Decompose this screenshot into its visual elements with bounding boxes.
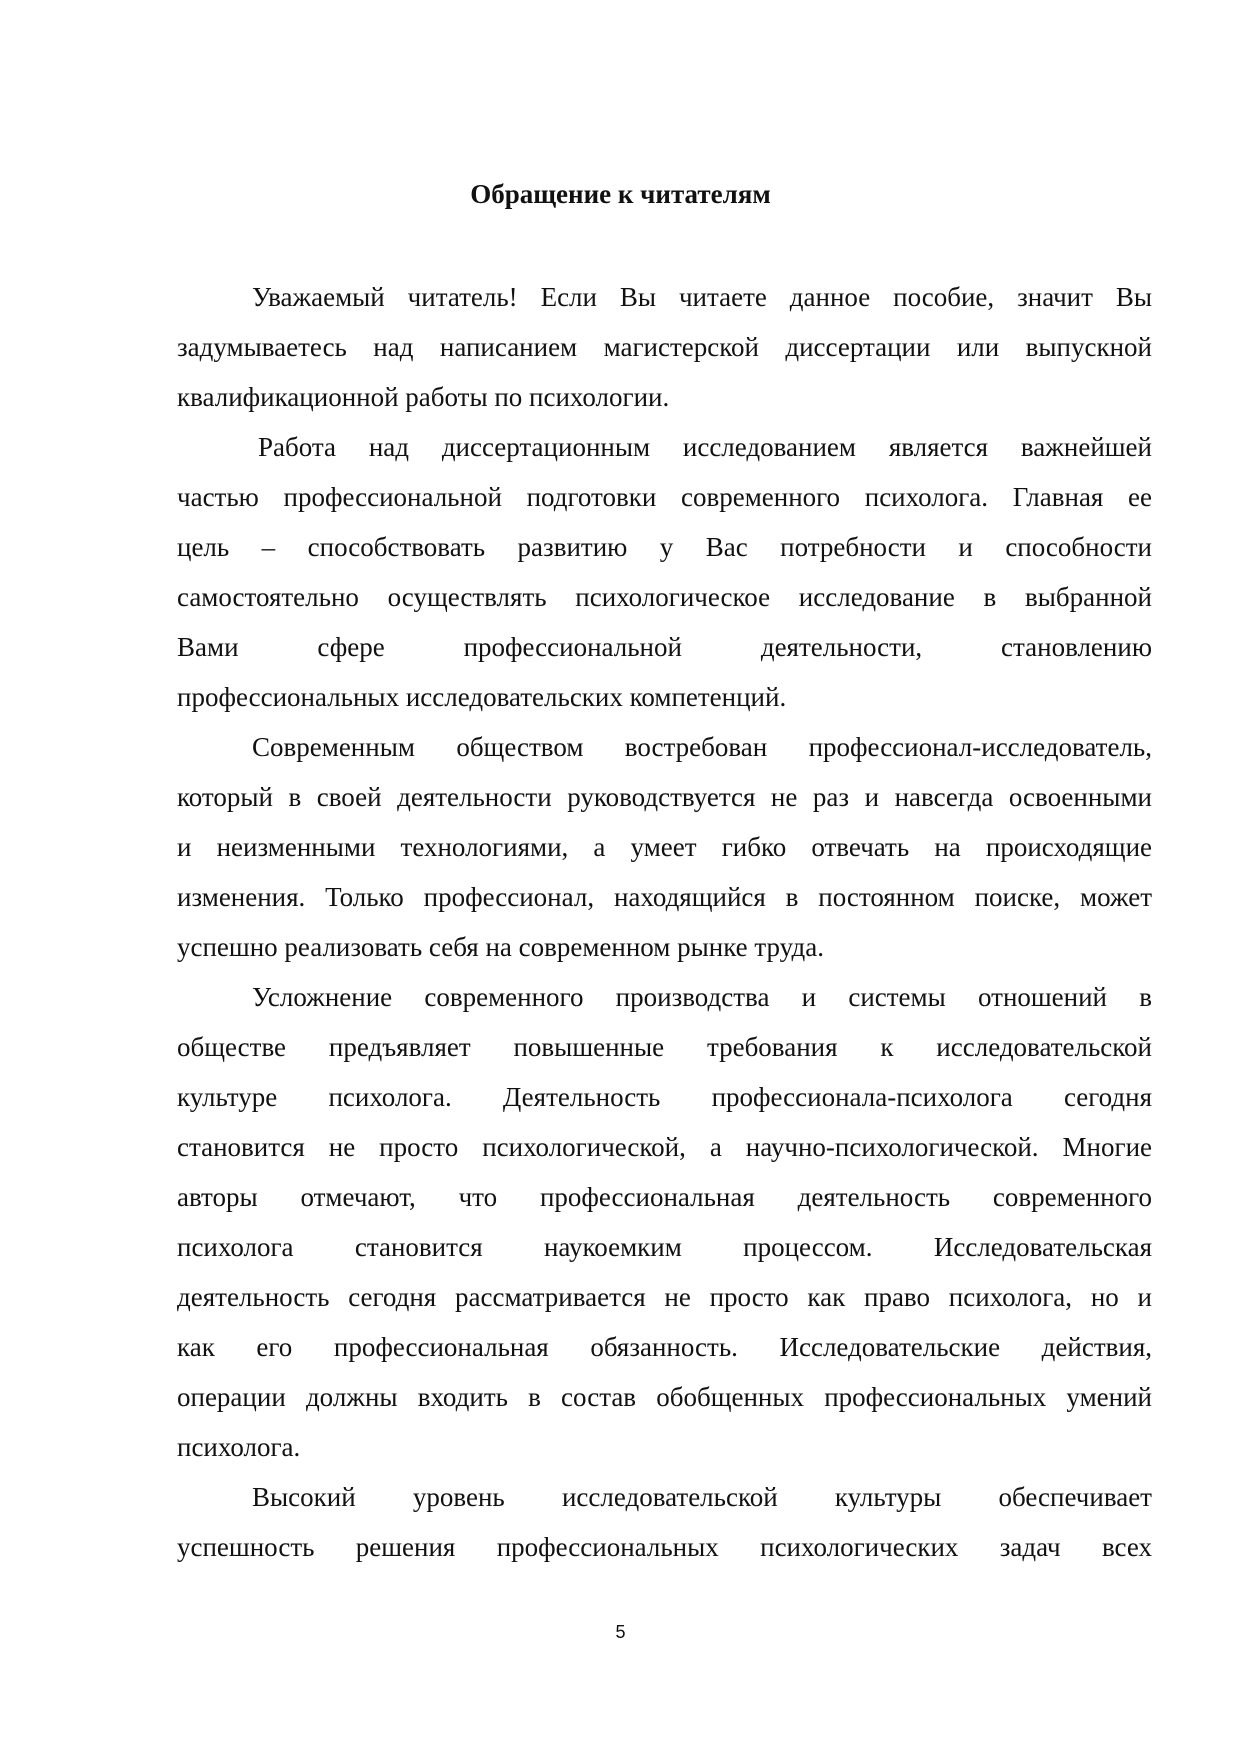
text-line: самостоятельно осуществлять психологическое исследование в выбранной: [177, 582, 1152, 612]
text-line: Уважаемый читатель! Если Вы читаете данное пособие, значит Вы: [252, 282, 1152, 312]
text-line: задумываетесь над написанием магистерской диссертации или выпускной: [177, 332, 1152, 362]
body-text: [177, 272, 1152, 1572]
page-title: Обращение к читателям: [470, 179, 771, 209]
text-line: Высокий уровень исследовательской культуры обеспечивает: [252, 1482, 1152, 1512]
text-line: частью профессиональной подготовки современного психолога. Главная ее: [177, 482, 1152, 512]
text-line: становится не просто психологической, а научно-психологической. Многие: [177, 1132, 1152, 1162]
text-line: успешно реализовать себя на современном рынке труда.: [177, 932, 824, 962]
paragraph-2: [177, 422, 1152, 722]
text-line: операции должны входить в состав обобщенных профессиональных умений: [177, 1382, 1152, 1412]
text-line: обществе предъявляет повышенные требования к исследовательской: [177, 1032, 1152, 1062]
text-line: Работа над диссертационным исследованием является важнейшей: [258, 432, 1152, 462]
text-line: квалификационной работы по психологии.: [177, 382, 670, 412]
paragraph-5: [177, 1472, 1152, 1572]
text-line: психолога.: [177, 1432, 301, 1462]
paragraph-3: [177, 722, 1152, 972]
text-line: цель – способствовать развитию у Вас потребности и способности: [177, 532, 1152, 562]
text-line: как его профессиональная обязанность. Исследовательские действия,: [177, 1332, 1152, 1362]
text-line: культуре психолога. Деятельность профессионала-психолога сегодня: [177, 1082, 1152, 1112]
paragraph-1: [177, 272, 1152, 422]
text-line: и неизменными технологиями, а умеет гибко отвечать на происходящие: [177, 832, 1152, 862]
text-line: который в своей деятельности руководствуется не раз и навсегда освоенными: [177, 782, 1152, 812]
text-line: авторы отмечают, что профессиональная деятельность современного: [177, 1182, 1152, 1212]
text-line: успешность решения профессиональных психологических задач всех: [177, 1532, 1152, 1562]
paragraph-4: [177, 972, 1152, 1472]
text-line: Современным обществом востребован профессионал-исследователь,: [252, 732, 1152, 762]
text-line: Вами сфере профессиональной деятельности, становлению: [177, 632, 1152, 662]
text-line: профессиональных исследовательских компетенций.: [177, 682, 787, 712]
text-line: психолога становится наукоемким процессом. Исследовательская: [177, 1232, 1152, 1262]
text-line: деятельность сегодня рассматривается не просто как право психолога, но и: [177, 1282, 1152, 1312]
page-number: 5: [615, 1622, 626, 1642]
text-line: изменения. Только профессионал, находящийся в постоянном поиске, может: [177, 882, 1152, 912]
text-line: Усложнение современного производства и системы отношений в: [252, 982, 1152, 1012]
